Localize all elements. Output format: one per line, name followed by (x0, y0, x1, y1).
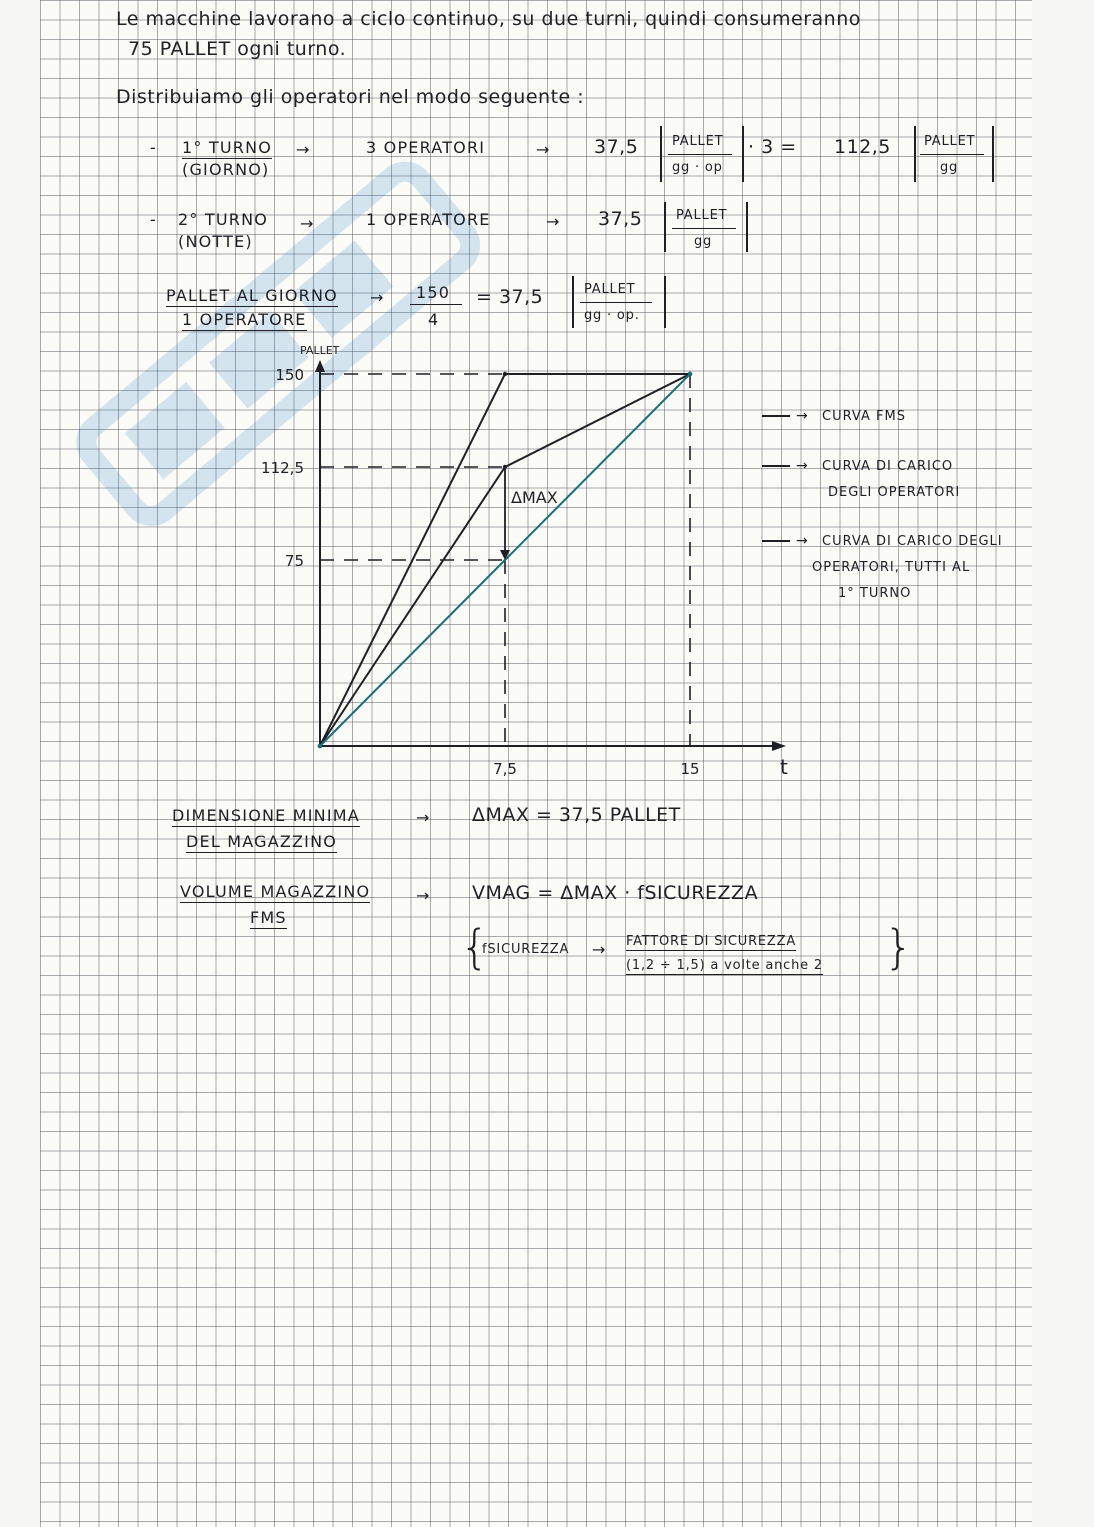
row1-unit-top: PALLET (672, 134, 724, 149)
vol-formula: VMAG = ΔMAX · fSICUREZZA (472, 882, 759, 904)
row1-unit-bottom: gg · op (672, 160, 723, 175)
arrow-icon: → (536, 140, 551, 159)
series-point-3 (688, 372, 692, 376)
row3-label-line1: PALLET AL GIORNO (166, 286, 338, 305)
arrow-icon: → (300, 214, 315, 233)
intro-line-2: 75 PALLET ogni turno. (128, 38, 347, 60)
row1-shift: 1° TURNO (182, 138, 273, 157)
legend-label: CURVA DI CARICO DEGLI (822, 534, 1003, 549)
legend-label: DEGLI OPERATORI (828, 485, 961, 500)
row3-equals: = 37,5 (476, 286, 544, 308)
bullet-1: - (150, 138, 157, 157)
row1-multiplier: · 3 = (748, 136, 797, 158)
y-tick-label: 150 (275, 366, 304, 384)
row3-denominator: 4 (428, 310, 440, 329)
arrow-icon: → (592, 940, 607, 959)
x-axis-arrow-icon (772, 741, 786, 751)
row2-unit-top: PALLET (676, 208, 728, 223)
row3-label-line2: 1 OPERATORE (182, 310, 307, 329)
legend-arrow-icon: → (796, 408, 808, 424)
arrow-icon: → (416, 808, 431, 827)
delta-max-label: ΔMAX (511, 488, 558, 507)
legend-label: OPERATORI, TUTTI AL (812, 560, 971, 575)
row1-shift-note: (GIORNO) (182, 160, 270, 179)
legend-arrow-icon: → (796, 533, 808, 549)
x-tick-label: 7,5 (493, 760, 517, 778)
row2-shift: 2° TURNO (178, 210, 269, 229)
row1-result-unit-bottom: gg (940, 160, 959, 175)
arrow-icon: → (546, 212, 561, 231)
x-axis-label: t (780, 755, 788, 779)
row1-rate: 37,5 (594, 136, 639, 158)
y-tick-label: 75 (284, 552, 304, 570)
arrow-icon: → (296, 140, 311, 159)
row3-unit-bottom: gg · op. (584, 308, 640, 323)
factor-desc-line1: FATTORE DI SICUREZZA (626, 934, 797, 949)
delta-max-arrowhead-icon (500, 550, 510, 560)
y-axis-label: PALLET (300, 344, 340, 357)
legend-label: CURVA DI CARICO (822, 459, 954, 474)
row2-shift-note: (NOTTE) (178, 232, 253, 251)
series-point-1 (503, 372, 507, 376)
legend-label: 1° TURNO (838, 586, 912, 601)
legend-arrow-icon: → (796, 458, 808, 474)
arrow-icon: → (416, 886, 431, 905)
row3-numerator: 150 (416, 283, 451, 302)
min-formula: ΔMAX = 37,5 PALLET (472, 804, 681, 826)
legend-label: CURVA FMS (822, 409, 906, 424)
factor-symbol: fSICUREZZA (482, 942, 570, 957)
row2-rate: 37,5 (598, 208, 643, 230)
row1-result-unit-top: PALLET (924, 134, 976, 149)
y-tick-label: 112,5 (261, 459, 304, 477)
right-brace: } (884, 920, 914, 974)
arrow-icon: → (370, 288, 385, 307)
x-tick-label: 15 (680, 760, 700, 778)
row1-operators: 3 OPERATORI (366, 138, 486, 157)
y-axis-arrow-icon (315, 360, 325, 372)
left-brace: { (460, 920, 490, 974)
series-point-3 (318, 744, 322, 748)
row3-unit-top: PALLET (584, 282, 636, 297)
row2-operators: 1 OPERATORE (366, 210, 491, 229)
distribution-heading: Distribuiamo gli operatori nel modo seguente : (116, 86, 585, 108)
bullet-2: - (150, 210, 157, 229)
min-label-line1: DIMENSIONE MINIMA (172, 806, 360, 825)
vol-label-line1: VOLUME MAGAZZINO (180, 882, 371, 901)
intro-line-1: Le macchine lavorano a ciclo continuo, su due turni, quindi consumeranno (116, 8, 861, 30)
row2-unit-bottom: gg (694, 234, 713, 249)
factor-desc-line2: (1,2 ÷ 1,5) a volte anche 2 (626, 958, 823, 973)
vol-label-line2: FMS (250, 908, 287, 927)
min-label-line2: DEL MAGAZZINO (186, 832, 338, 851)
row1-result: 112,5 (834, 136, 891, 158)
